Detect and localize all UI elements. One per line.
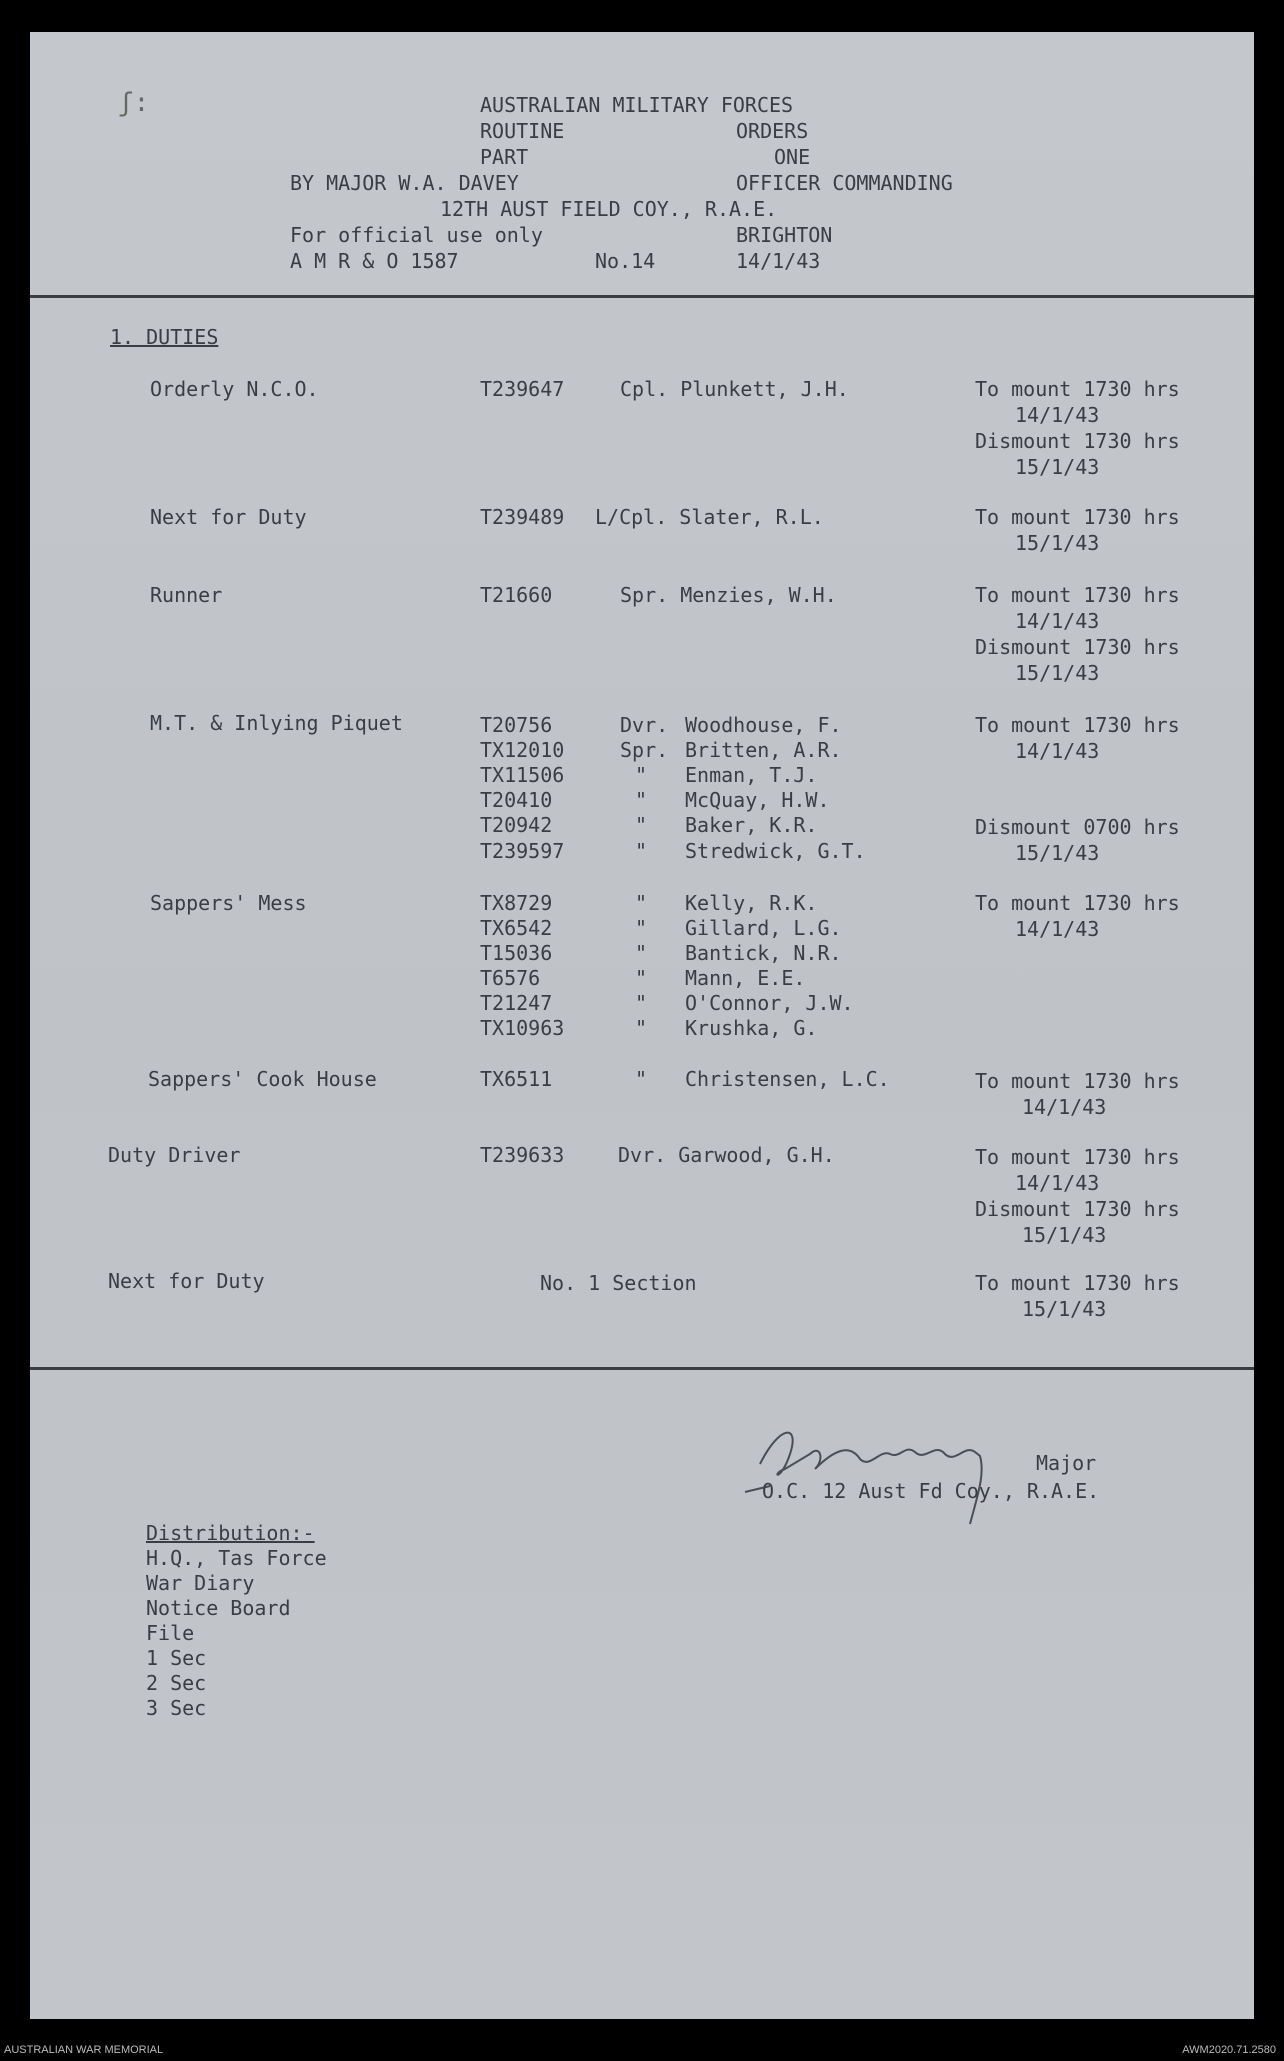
- time-line: 14/1/43: [1022, 1095, 1107, 1119]
- ditto-mark: ": [635, 891, 648, 915]
- time-line: To mount 1730 hrs: [975, 1069, 1180, 1093]
- duty-role: Next for Duty: [108, 1269, 265, 1293]
- distribution-item: War Diary: [146, 1571, 255, 1595]
- ditto-mark: ": [635, 839, 648, 863]
- document-page: [30, 32, 1254, 2019]
- time-line: Dismount 1730 hrs: [975, 429, 1180, 453]
- person-name: Bantick, N.R.: [685, 941, 842, 965]
- service-number: T15036: [480, 941, 553, 965]
- time-line: 15/1/43: [1015, 531, 1100, 555]
- service-number: T239597: [480, 839, 565, 863]
- person-name: Gillard, L.G.: [685, 916, 842, 940]
- section-title: 1. DUTIES: [110, 325, 219, 349]
- time-line: To mount 1730 hrs: [975, 1145, 1180, 1169]
- service-number: TX6511: [480, 1067, 553, 1091]
- duty-role: M.T. & Inlying Piquet: [150, 711, 403, 735]
- header-unit: 12TH AUST FIELD COY., R.A.E.: [440, 197, 778, 221]
- time-line: 14/1/43: [1015, 609, 1100, 633]
- service-number: TX11506: [480, 763, 565, 787]
- distribution-item: Notice Board: [146, 1596, 291, 1620]
- ditto-mark: ": [635, 941, 648, 965]
- person-name: Woodhouse, F.: [685, 713, 842, 737]
- rank: Dvr.: [620, 713, 669, 737]
- distribution-title: Distribution:-: [146, 1521, 315, 1545]
- time-line: 15/1/43: [1022, 1223, 1107, 1247]
- time-line: 14/1/43: [1015, 1171, 1100, 1195]
- person-name: Stredwick, G.T.: [685, 839, 866, 863]
- person-name: Spr. Menzies, W.H.: [620, 583, 837, 607]
- time-line: 14/1/43: [1015, 403, 1100, 427]
- header-date: 14/1/43: [736, 249, 821, 273]
- duty-role: Duty Driver: [108, 1143, 241, 1167]
- time-line: To mount 1730 hrs: [975, 713, 1180, 737]
- service-number: T6576: [480, 966, 541, 990]
- time-line: Dismount 0700 hrs: [975, 815, 1180, 839]
- distribution-item: H.Q., Tas Force: [146, 1546, 327, 1570]
- footer-archive-name: AUSTRALIAN WAR MEMORIAL: [4, 2044, 164, 2056]
- time-line: Dismount 1730 hrs: [975, 635, 1180, 659]
- time-line: Dismount 1730 hrs: [975, 1197, 1180, 1221]
- time-line: 15/1/43: [1015, 661, 1100, 685]
- signature-rank: Major: [1036, 1451, 1097, 1475]
- handwritten-mark: ʃ:: [118, 88, 150, 118]
- service-number: T20942: [480, 813, 553, 837]
- person-name: L/Cpl. Slater, R.L.: [595, 505, 824, 529]
- header-orders: ORDERS: [736, 119, 809, 143]
- header-part: PART: [480, 145, 529, 169]
- duty-role: Sappers' Mess: [150, 891, 307, 915]
- distribution-item: 1 Sec: [146, 1646, 207, 1670]
- header-one: ONE: [774, 145, 811, 169]
- header-amr: A M R & O 1587: [290, 249, 459, 273]
- person-name: Britten, A.R.: [685, 738, 842, 762]
- header-routine: ROUTINE: [480, 119, 565, 143]
- footer-accession-number: AWM2020.71.2580: [1182, 2044, 1276, 2056]
- service-number: T239647: [480, 377, 565, 401]
- distribution-item: 3 Sec: [146, 1696, 207, 1720]
- header-by-major: BY MAJOR W.A. DAVEY: [290, 171, 519, 195]
- ditto-mark: ": [635, 763, 648, 787]
- time-line: To mount 1730 hrs: [975, 505, 1180, 529]
- ditto-mark: ": [635, 1067, 648, 1091]
- header-number: No.14: [595, 249, 656, 273]
- person-name: Krushka, G.: [685, 1016, 818, 1040]
- service-number: T21247: [480, 991, 553, 1015]
- person-name: Baker, K.R.: [685, 813, 818, 837]
- person-name: Cpl. Plunkett, J.H.: [620, 377, 849, 401]
- header-divider: [30, 295, 1254, 298]
- footer-divider: [30, 1367, 1254, 1370]
- service-number: T21660: [480, 583, 553, 607]
- service-number: T239489: [480, 505, 565, 529]
- service-number: TX12010: [480, 738, 565, 762]
- time-line: 14/1/43: [1015, 739, 1100, 763]
- service-number: TX8729: [480, 891, 553, 915]
- ditto-mark: ": [635, 991, 648, 1015]
- service-number: T20756: [480, 713, 553, 737]
- service-number: TX10963: [480, 1016, 565, 1040]
- header-location: BRIGHTON: [736, 223, 833, 247]
- ditto-mark: ": [635, 966, 648, 990]
- ditto-mark: ": [635, 916, 648, 940]
- header-title: AUSTRALIAN MILITARY FORCES: [480, 93, 794, 117]
- duty-role: Runner: [150, 583, 223, 607]
- person-name: O'Connor, J.W.: [685, 991, 854, 1015]
- signature-title: O.C. 12 Aust Fd Coy., R.A.E.: [762, 1479, 1100, 1503]
- header-officer-commanding: OFFICER COMMANDING: [736, 171, 953, 195]
- person-name: Kelly, R.K.: [685, 891, 818, 915]
- ditto-mark: ": [635, 788, 648, 812]
- person-name: Enman, T.J.: [685, 763, 818, 787]
- duty-role: Orderly N.C.O.: [150, 377, 319, 401]
- header-official-use: For official use only: [290, 223, 543, 247]
- service-number: TX6542: [480, 916, 553, 940]
- person-name: Christensen, L.C.: [685, 1067, 890, 1091]
- ditto-mark: ": [635, 813, 648, 837]
- distribution-item: File: [146, 1621, 195, 1645]
- service-number: T239633: [480, 1143, 565, 1167]
- time-line: 14/1/43: [1015, 917, 1100, 941]
- person-name: Mann, E.E.: [685, 966, 806, 990]
- duty-role: Sappers' Cook House: [148, 1067, 377, 1091]
- time-line: 15/1/43: [1022, 1297, 1107, 1321]
- ditto-mark: ": [635, 1016, 648, 1040]
- time-line: To mount 1730 hrs: [975, 891, 1180, 915]
- distribution-item: 2 Sec: [146, 1671, 207, 1695]
- person-name: McQuay, H.W.: [685, 788, 830, 812]
- section-assignment: No. 1 Section: [540, 1271, 697, 1295]
- time-line: 15/1/43: [1015, 841, 1100, 865]
- duty-role: Next for Duty: [150, 505, 307, 529]
- person-name: Dvr. Garwood, G.H.: [618, 1143, 835, 1167]
- time-line: To mount 1730 hrs: [975, 1271, 1180, 1295]
- rank: Spr.: [620, 738, 669, 762]
- time-line: To mount 1730 hrs: [975, 377, 1180, 401]
- service-number: T20410: [480, 788, 553, 812]
- time-line: To mount 1730 hrs: [975, 583, 1180, 607]
- time-line: 15/1/43: [1015, 455, 1100, 479]
